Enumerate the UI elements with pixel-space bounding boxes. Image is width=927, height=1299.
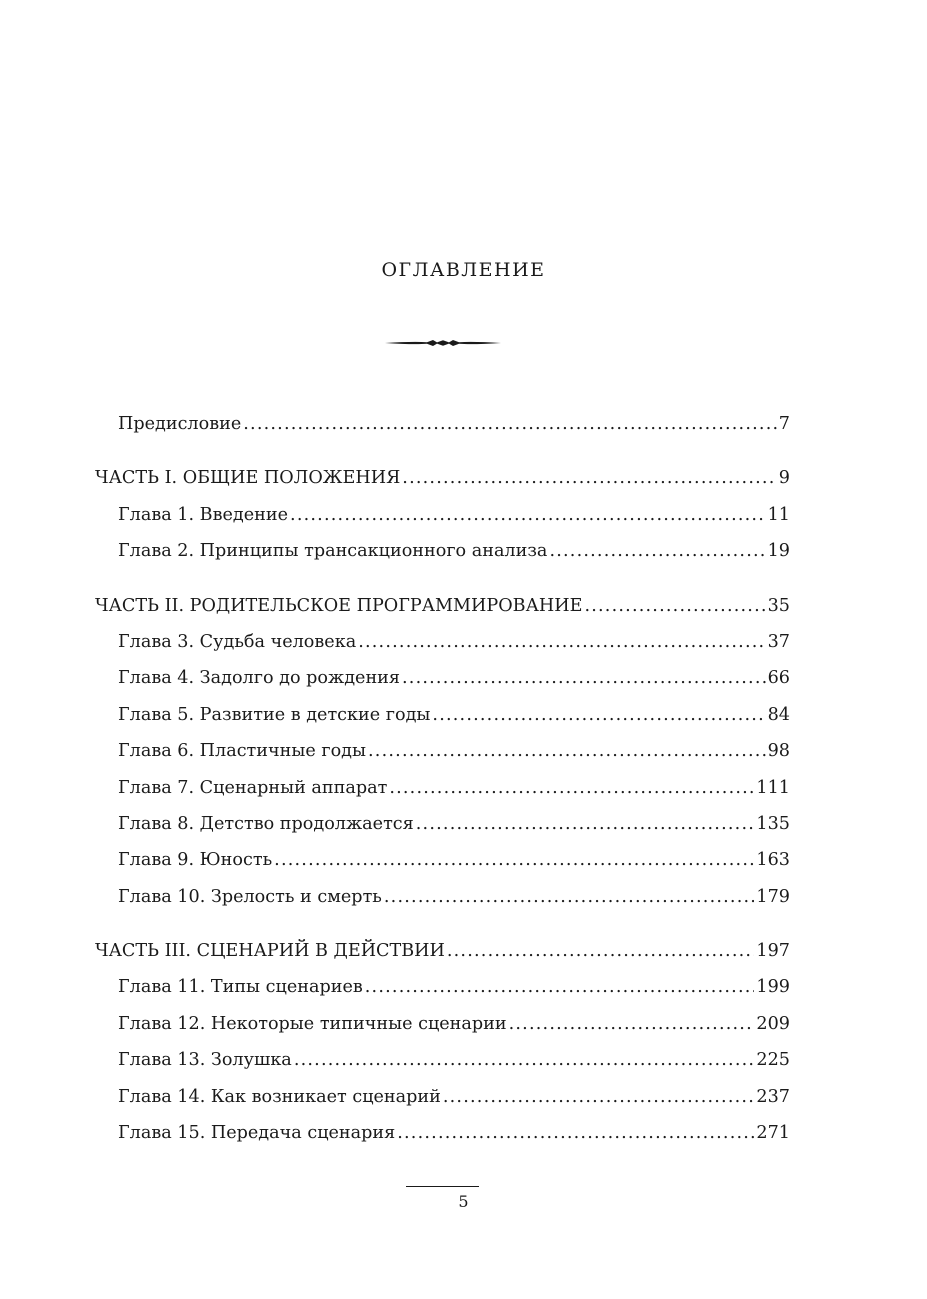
toc-entry-page: 111	[756, 777, 790, 798]
toc-entry-page: 271	[756, 1123, 790, 1144]
toc-entry-page: 11	[767, 504, 790, 525]
dot-leader	[509, 1006, 755, 1042]
toc-entry-title: Глава 1. Введение	[118, 504, 289, 525]
toc-entry-title: Глава 4. Задолго до рождения	[118, 668, 400, 689]
dot-leader	[243, 406, 777, 442]
page-title: ОГЛАВЛЕНИЕ	[381, 259, 546, 281]
toc-chapter-entry[interactable]	[95, 969, 790, 1005]
toc-part-entry[interactable]	[95, 933, 790, 969]
table-of-contents	[95, 406, 790, 1151]
dot-leader	[368, 733, 766, 769]
dot-leader	[365, 969, 755, 1005]
toc-entry-page: 163	[756, 850, 790, 871]
toc-entry-title: Глава 12. Некоторые типичные сценарии	[118, 1013, 507, 1034]
toc-entry-page: 19	[767, 541, 790, 562]
toc-entry-page: 199	[756, 977, 790, 998]
toc-chapter-entry[interactable]	[95, 660, 790, 696]
toc-chapter-entry[interactable]	[95, 1042, 790, 1078]
toc-chapter-entry[interactable]	[95, 770, 790, 806]
toc-chapter-entry[interactable]	[95, 806, 790, 842]
dot-leader	[274, 842, 754, 878]
toc-chapter-entry[interactable]	[95, 733, 790, 769]
toc-entry-title: ЧАСТЬ II. РОДИТЕЛЬСКОЕ ПРОГРАММИРОВАНИЕ	[95, 595, 583, 616]
toc-entry-title: Глава 14. Как возникает сценарий	[118, 1086, 441, 1107]
toc-chapter-entry[interactable]	[95, 1006, 790, 1042]
dot-leader	[432, 697, 765, 733]
dot-leader	[402, 660, 766, 696]
toc-chapter-entry[interactable]	[95, 879, 790, 915]
toc-entry-title: Глава 2. Принципы трансакционного анализа	[118, 541, 548, 562]
dot-leader	[290, 497, 766, 533]
toc-chapter-entry[interactable]	[95, 1079, 790, 1115]
toc-entry-title: Глава 15. Передача сценария	[118, 1123, 396, 1144]
dot-leader	[397, 1115, 754, 1151]
toc-entry-title: Глава 5. Развитие в детские годы	[118, 704, 431, 725]
toc-entry-page: 98	[767, 741, 790, 762]
page-number: 5	[458, 1192, 469, 1211]
toc-chapter-entry[interactable]	[95, 1115, 790, 1151]
dot-leader	[389, 770, 754, 806]
toc-chapter-entry[interactable]	[95, 406, 790, 442]
toc-entry-title: ЧАСТЬ III. СЦЕНАРИЙ В ДЕЙСТВИИ	[95, 941, 445, 962]
flourish-divider-icon	[383, 333, 503, 353]
dot-leader	[443, 1079, 755, 1115]
toc-chapter-entry[interactable]	[95, 624, 790, 660]
dot-leader	[384, 879, 755, 915]
toc-entry-page: 209	[756, 1013, 790, 1034]
toc-entry-page: 84	[767, 704, 790, 725]
toc-entry-page: 37	[767, 631, 790, 652]
toc-entry-page: 66	[767, 668, 790, 689]
toc-entry-title: ЧАСТЬ I. ОБЩИЕ ПОЛОЖЕНИЯ	[95, 468, 401, 489]
toc-entry-title: Глава 13. Золушка	[118, 1050, 292, 1071]
dot-leader	[402, 460, 777, 496]
dot-leader	[447, 933, 755, 969]
dot-leader	[358, 624, 765, 660]
toc-entry-page: 197	[756, 941, 790, 962]
toc-entry-page: 9	[778, 468, 790, 489]
toc-entry-page: 237	[756, 1086, 790, 1107]
toc-entry-title: Предисловие	[118, 414, 242, 434]
toc-entry-title: Глава 9. Юность	[118, 850, 273, 871]
folio-rule	[406, 1186, 479, 1187]
toc-chapter-entry[interactable]	[95, 842, 790, 878]
toc-chapter-entry[interactable]	[95, 697, 790, 733]
toc-entry-title: Глава 8. Детство продолжается	[118, 813, 414, 834]
toc-entry-title: Глава 11. Типы сценариев	[118, 977, 363, 998]
dot-leader	[416, 806, 755, 842]
toc-chapter-entry[interactable]	[95, 533, 790, 569]
dot-leader	[549, 533, 765, 569]
toc-entry-page: 225	[756, 1050, 790, 1071]
toc-entry-title: Глава 3. Судьба человека	[118, 631, 357, 652]
toc-part-entry[interactable]	[95, 588, 790, 624]
toc-part-entry[interactable]	[95, 460, 790, 496]
toc-entry-page: 179	[756, 886, 790, 907]
toc-entry-page: 35	[767, 595, 790, 616]
dot-leader	[584, 588, 765, 624]
toc-entry-title: Глава 7. Сценарный аппарат	[118, 777, 388, 798]
dot-leader	[294, 1042, 755, 1078]
toc-chapter-entry[interactable]	[95, 497, 790, 533]
toc-entry-title: Глава 10. Зрелость и смерть	[118, 886, 382, 907]
toc-entry-page: 7	[778, 414, 790, 434]
toc-entry-title: Глава 6. Пластичные годы	[118, 741, 367, 762]
toc-entry-page: 135	[756, 813, 790, 834]
